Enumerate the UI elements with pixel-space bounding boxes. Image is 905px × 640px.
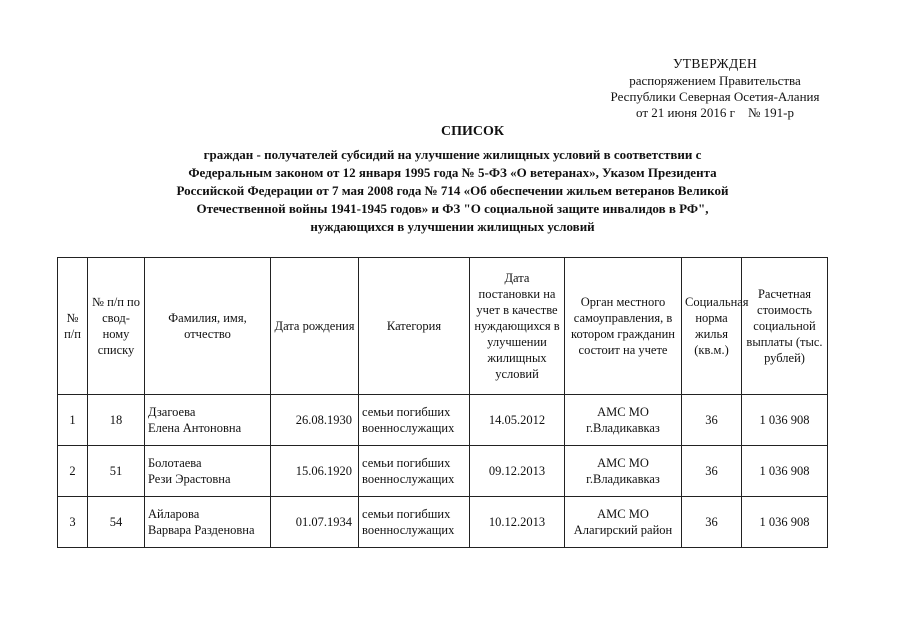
row-category-line: военнослужащих	[362, 472, 455, 486]
approval-block	[570, 56, 860, 121]
row-name	[145, 497, 271, 548]
row-authority-line: АМС МО	[597, 507, 649, 521]
row-birth-date: 26.08.1930	[271, 395, 359, 446]
header-authority: Орган местного самоуправления, в котором гражданин состоит на учете	[565, 258, 682, 395]
row-surname: Айларова	[148, 507, 200, 521]
approval-line-2: Республики Северная Осетия-Алания	[610, 89, 820, 104]
header-name: Фамилия, имя, отчество	[145, 258, 271, 395]
row-authority-line: АМС МО	[597, 456, 649, 470]
row-num: 1	[58, 395, 88, 446]
document-title: СПИСОК	[440, 124, 505, 139]
row-birth-date: 01.07.1934	[271, 497, 359, 548]
header-birth-date: Дата рождения	[271, 258, 359, 395]
row-birth-date: 15.06.1920	[271, 446, 359, 497]
table-row	[58, 446, 828, 497]
row-authority-line: Алагирский район	[573, 523, 673, 537]
row-category-line: военнослужащих	[362, 421, 455, 435]
row-registration-date: 14.05.2012	[470, 395, 565, 446]
row-category-line: семьи погибших	[362, 507, 451, 521]
header-norm: Социальная норма жилья (кв.м.)	[682, 258, 742, 395]
row-category	[359, 497, 470, 548]
row-category-line: семьи погибших	[362, 456, 451, 470]
row-registration-date: 10.12.2013	[470, 497, 565, 548]
row-category-line: семьи погибших	[362, 405, 451, 419]
table-row	[58, 497, 828, 548]
row-authority	[565, 446, 682, 497]
header-category: Категория	[359, 258, 470, 395]
header-summary-num: № п/п по свод-ному списку	[88, 258, 145, 395]
row-num: 3	[58, 497, 88, 548]
approval-title: УТВЕРЖДЕН	[672, 56, 758, 71]
row-registration-date: 09.12.2013	[470, 446, 565, 497]
approval-line-1: распоряжением Правительства	[629, 73, 801, 88]
row-cost: 1 036 908	[742, 446, 828, 497]
row-authority-line: г.Владикавказ	[586, 421, 660, 435]
row-norm: 36	[682, 395, 742, 446]
subtitle-line: Отечественной войны 1941-1945 годов» и ФЗ "О социальной защите инвалидов в РФ",	[196, 201, 709, 216]
recipients-table	[57, 257, 828, 548]
row-category-line: военнослужащих	[362, 523, 455, 537]
header-registration-date: Дата постановки на учет в качестве нуждающихся в улучшении жилищных условий	[470, 258, 565, 395]
row-given-name: Варвара Разденовна	[148, 523, 255, 537]
approval-line-3: от 21 июня 2016 г № 191-р	[636, 105, 794, 120]
row-norm: 36	[682, 446, 742, 497]
row-category	[359, 395, 470, 446]
subtitle-line: Федеральным законом от 12 января 1995 года № 5-ФЗ «О ветеранах», Указом Президента	[188, 165, 717, 180]
row-summary-num: 18	[88, 395, 145, 446]
header-num: № п/п	[58, 258, 88, 395]
row-norm: 36	[682, 497, 742, 548]
table-header-row	[58, 258, 828, 395]
row-surname: Дзагоева	[148, 405, 196, 419]
row-surname: Болотаева	[148, 456, 202, 470]
document-subtitle	[110, 146, 795, 236]
row-given-name: Елена Антоновна	[148, 421, 242, 435]
row-cost: 1 036 908	[742, 497, 828, 548]
row-cost: 1 036 908	[742, 395, 828, 446]
subtitle-line: граждан - получателей субсидий на улучшение жилищных условий в соответствии с	[203, 147, 702, 162]
row-name	[145, 395, 271, 446]
row-authority	[565, 395, 682, 446]
row-authority-line: АМС МО	[597, 405, 649, 419]
row-num: 2	[58, 446, 88, 497]
row-name	[145, 446, 271, 497]
row-given-name: Рези Эрастовна	[148, 472, 231, 486]
row-authority	[565, 497, 682, 548]
header-cost: Расчетная стоимость социальной выплаты (тыс. рублей)	[742, 258, 828, 395]
subtitle-line: нуждающихся в улучшении жилищных условий	[310, 219, 595, 234]
row-summary-num: 51	[88, 446, 145, 497]
row-summary-num: 54	[88, 497, 145, 548]
row-category	[359, 446, 470, 497]
table-row	[58, 395, 828, 446]
subtitle-line: Российской Федерации от 7 мая 2008 года № 714 «Об обеспечении жильем ветеранов Великой	[176, 183, 729, 198]
row-authority-line: г.Владикавказ	[586, 472, 660, 486]
